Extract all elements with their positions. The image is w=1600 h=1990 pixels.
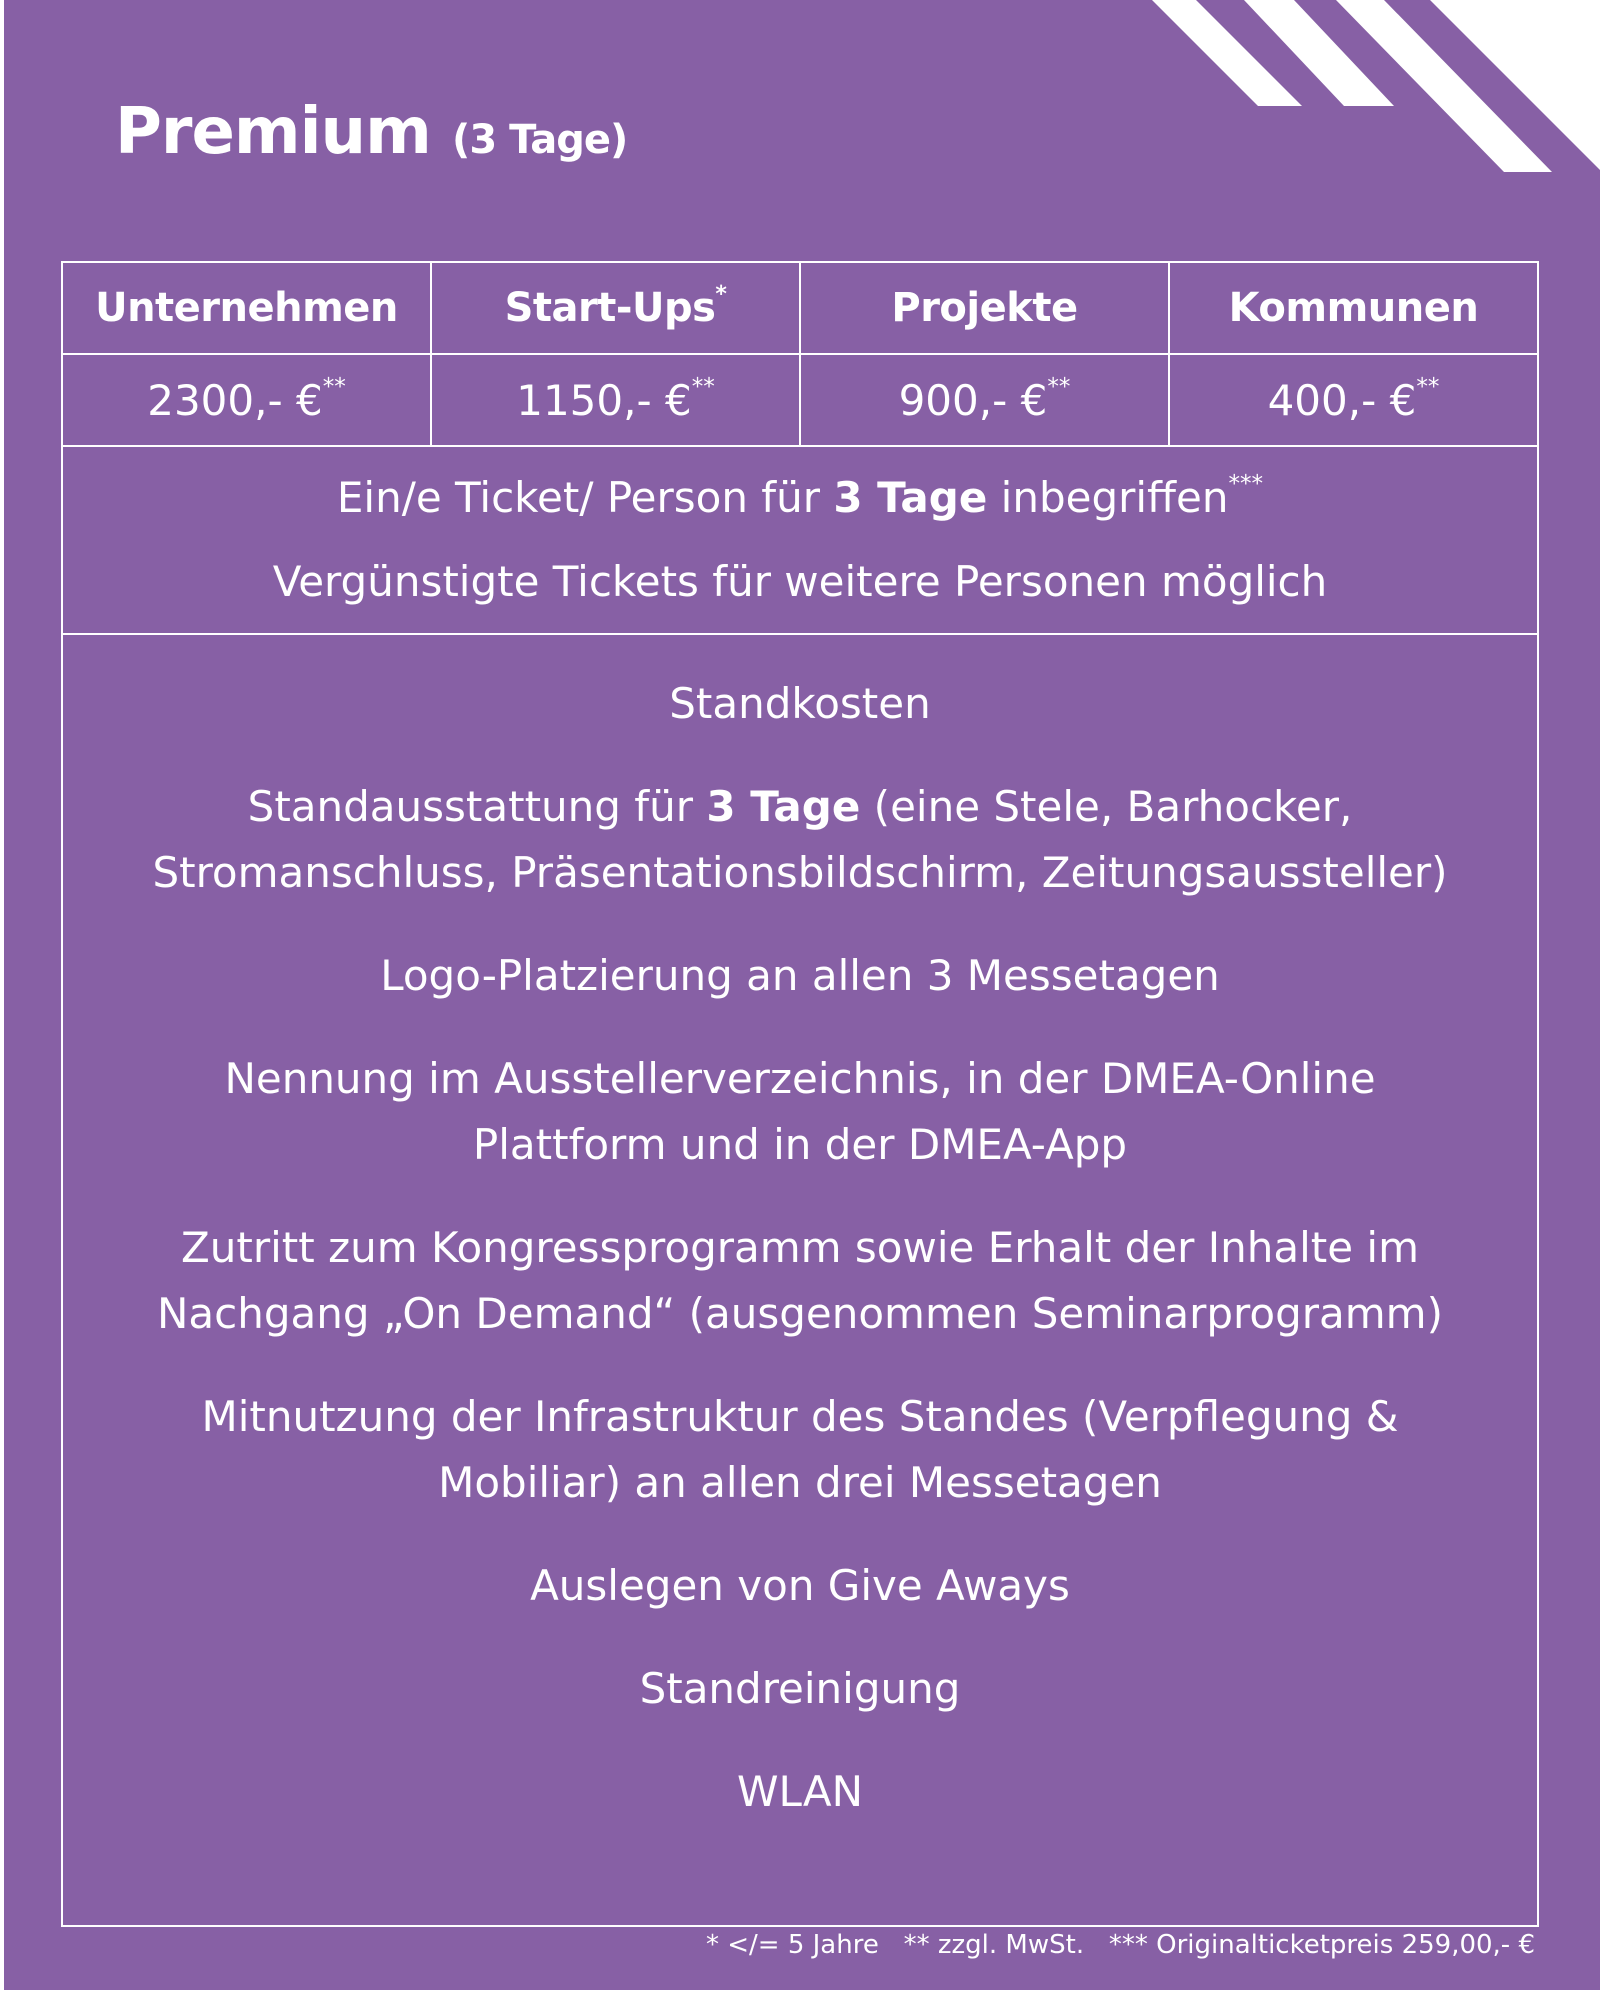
column-header-kommunen: [1169, 262, 1538, 354]
feature-text: Nachgang „On Demand“ (ausgenommen Seminarprogramm): [157, 1289, 1443, 1338]
feature-text: (eine Stele, Barhocker,: [860, 782, 1353, 831]
price-mark: **: [322, 373, 346, 400]
feature-text: Mobiliar) an allen drei Messetagen: [438, 1458, 1162, 1507]
feature-standausstattung: [63, 774, 1537, 906]
tickets-included-line: [63, 456, 1537, 540]
column-header-mark: *: [715, 282, 727, 308]
pricing-price-row: [62, 354, 1538, 446]
price-value: 2300,- €: [147, 375, 323, 425]
price-unternehmen: [62, 354, 431, 446]
column-header-start-ups: [431, 262, 800, 354]
column-header-projekte: [800, 262, 1169, 354]
column-header-label: Unternehmen: [95, 285, 398, 331]
premium-package-card: [4, 0, 1600, 1990]
pricing-table: [61, 261, 1539, 1927]
feature-standkosten: Standkosten: [669, 679, 931, 728]
feature-logo-platzierung: Logo-Platzierung an allen 3 Messetagen: [380, 951, 1220, 1000]
column-header-unternehmen: [62, 262, 431, 354]
tickets-text: inbegriffen: [987, 473, 1229, 522]
feature-nennung: [63, 1046, 1537, 1178]
tickets-duration: 3 Tage: [833, 473, 988, 522]
tickets-mark: ***: [1228, 471, 1264, 498]
feature-duration: 3 Tage: [706, 782, 861, 831]
feature-text: Mitnutzung der Infrastruktur des Standes (Verpflegung &: [201, 1392, 1399, 1441]
tickets-discount-line: Vergünstigte Tickets für weitere Personen möglich: [272, 557, 1328, 606]
tickets-info: [62, 446, 1538, 634]
feature-wlan: WLAN: [736, 1767, 864, 1816]
price-kommunen: [1169, 354, 1538, 446]
price-value: 1150,- €: [516, 375, 692, 425]
column-header-label: Projekte: [891, 285, 1078, 331]
feature-text: Standausstattung für: [247, 782, 707, 831]
feature-zutritt: [63, 1215, 1537, 1347]
price-mark: **: [1047, 373, 1071, 400]
features-row: [62, 634, 1538, 1926]
pricing-header-row: [62, 262, 1538, 354]
price-mark: **: [1416, 373, 1440, 400]
feature-standreinigung: Standreinigung: [639, 1664, 961, 1713]
price-start-ups: [431, 354, 800, 446]
package-title-duration: (3 Tage): [452, 117, 628, 163]
column-header-label: Start-Ups: [504, 285, 716, 331]
column-header-label: Kommunen: [1228, 285, 1479, 331]
feature-text: Plattform und in der DMEA-App: [472, 1120, 1128, 1169]
price-projekte: [800, 354, 1169, 446]
price-value: 900,- €: [898, 375, 1048, 425]
feature-text: Nennung im Ausstellerverzeichnis, in der DMEA-Online: [224, 1054, 1376, 1103]
footnotes: * </= 5 Jahre ** zzgl. MwSt. *** Originalticketpreis 259,00,- €: [705, 1930, 1535, 1960]
tickets-text: Ein/e Ticket/ Person für: [336, 473, 834, 522]
price-value: 400,- €: [1267, 375, 1417, 425]
tickets-row: [62, 446, 1538, 634]
feature-give-aways: Auslegen von Give Aways: [530, 1561, 1070, 1610]
package-title: [115, 92, 627, 180]
feature-text: Zutritt zum Kongressprogramm sowie Erhalt der Inhalte im: [180, 1223, 1419, 1272]
features-list: [62, 634, 1538, 1926]
feature-text: Stromanschluss, Präsentationsbildschirm, Zeitungsaussteller): [152, 848, 1448, 897]
package-title-main: Premium: [115, 95, 431, 169]
feature-mitnutzung: [63, 1384, 1537, 1516]
price-mark: **: [691, 373, 715, 400]
